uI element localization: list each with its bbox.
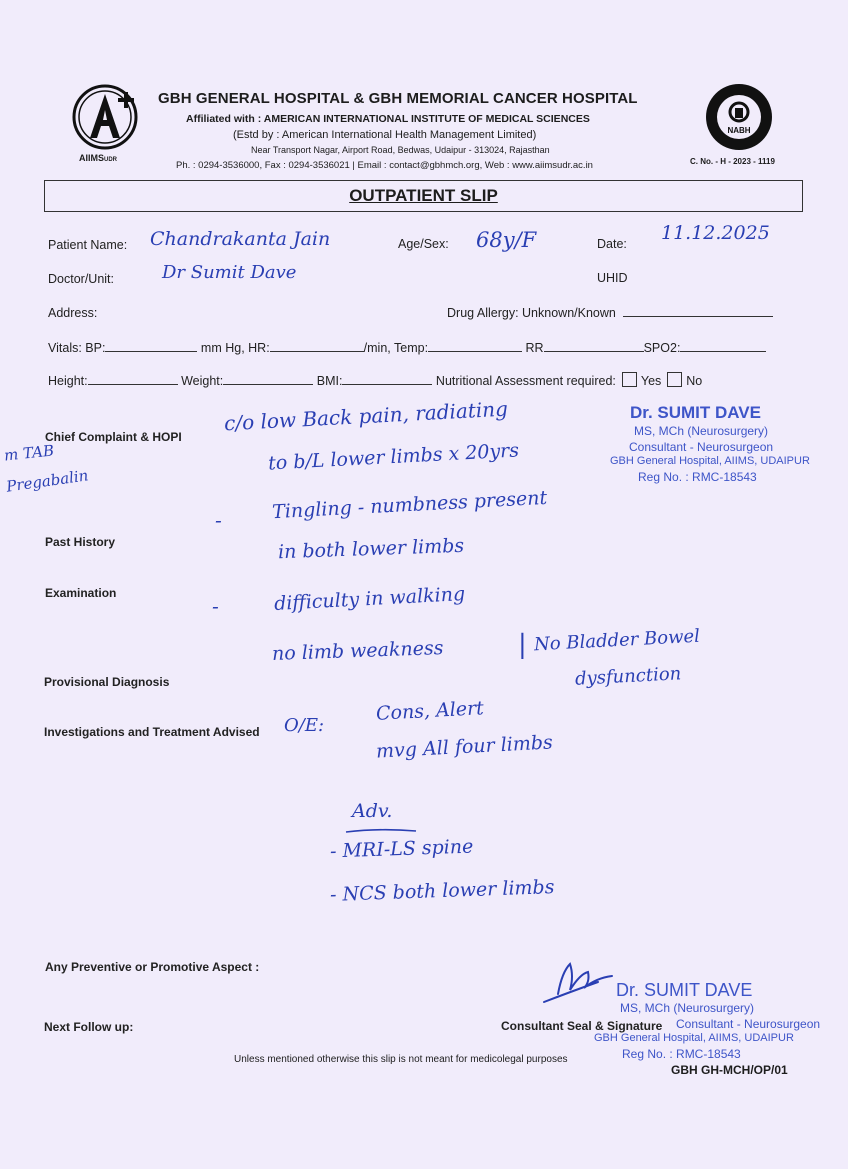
patient-name-label: Patient Name: <box>48 238 128 252</box>
advice-ncs: - NCS both lower limbs <box>329 876 555 906</box>
slip-title: OUTPATIENT SLIP <box>349 186 498 205</box>
chief-complaint-label: Chief Complaint & HOPI <box>45 430 182 444</box>
hospital-name: GBH GENERAL HOSPITAL & GBH MEMORIAL CANCER HOSPITAL <box>158 90 638 107</box>
nabh-seal-icon <box>704 82 774 152</box>
uhid-label: UHID <box>597 271 628 285</box>
stamp-bottom-role: Consultant - Neurosurgeon <box>676 1017 821 1031</box>
slip-title-box <box>44 180 803 212</box>
walking-line: difficulty in walking <box>273 583 466 615</box>
svg-text:NABH: NABH <box>727 126 751 135</box>
vitals-row: Vitals: BP: mm Hg, HR: /min, Temp: RR SPO2: <box>48 339 766 355</box>
provisional-diagnosis-label: Provisional Diagnosis <box>44 675 170 689</box>
exam-line-1: Cons, Alert <box>375 697 485 725</box>
stamp-top-hospital: GBH General Hospital, AIIMS, UDAIPUR <box>610 455 810 467</box>
temp-blank <box>428 339 522 352</box>
follow-up-label: Next Follow up: <box>44 1020 134 1034</box>
stamp-top-name: Dr. SUMIT DAVE <box>630 403 761 422</box>
established-by: (Estd by : American International Health Management Limited) <box>233 129 537 141</box>
margin-note-pregabalin: Pregabalin <box>5 466 90 496</box>
preventive-label: Any Preventive or Promotive Aspect : <box>45 960 260 974</box>
date-label: Date: <box>597 237 627 251</box>
dash-1: - <box>215 508 222 532</box>
form-code: GBH GH-MCH/OP/01 <box>671 1063 788 1077</box>
stamp-bottom-reg: Reg No. : RMC-18543 <box>622 1047 741 1061</box>
drug-allergy-label: Drug Allergy: Unknown/Known <box>447 304 773 320</box>
hospital-address: Near Transport Nagar, Airport Road, Bedwas, Udaipur - 313024, Rajasthan <box>251 145 550 155</box>
spo2-blank <box>680 339 766 352</box>
aiims-logo-icon <box>72 84 138 150</box>
hospital-contact: Ph. : 0294-3536000, Fax : 0294-3536021 | Email : contact@gbhmch.org, Web : www.aiimsudr.ac.in <box>176 160 593 171</box>
medicolegal-note: Unless mentioned otherwise this slip is not meant for medicolegal purposes <box>234 1054 568 1065</box>
weakness-line: no limb weakness <box>271 637 444 665</box>
age-sex-value: 68y/F <box>476 228 537 252</box>
exam-line-2: mvg All four limbs <box>375 731 554 763</box>
advice-heading: Adv. <box>352 800 393 822</box>
tingling-line-1: Tingling - numbness present <box>271 486 548 524</box>
stamp-top-degree: MS, MCh (Neurosurgery) <box>634 424 769 438</box>
dash-2: - <box>212 594 219 618</box>
date-value: 11.12.2025 <box>661 222 770 244</box>
age-sex-label: Age/Sex: <box>398 237 449 251</box>
hr-blank <box>270 339 364 352</box>
stamp-top-role: Consultant - Neurosurgeon <box>629 440 774 454</box>
bp-blank <box>105 339 197 352</box>
doctor-value: Dr Sumit Dave <box>162 262 297 283</box>
stamp-bottom-degree: MS, MCh (Neurosurgery) <box>620 1001 755 1015</box>
complaint-line-2: to b/L lower limbs x 20yrs <box>267 439 520 475</box>
address-label: Address: <box>48 306 98 320</box>
yes-checkbox[interactable] <box>622 372 637 387</box>
investigations-label: Investigations and Treatment Advised <box>44 725 260 739</box>
stamp-bottom-name: Dr. SUMIT DAVE <box>616 980 753 1000</box>
margin-note-tab: m TAB <box>3 441 55 465</box>
stamp-bottom-hospital: GBH General Hospital, AIIMS, UDAIPUR <box>594 1032 794 1044</box>
anthropometry-row: Height: Weight: BMI: Nutritional Assessment required: Yes No <box>48 374 703 388</box>
examination-label: Examination <box>45 586 117 600</box>
aiims-logo-text: AIIMSUDR <box>79 153 118 163</box>
oe-label: O/E: <box>284 715 325 736</box>
doctor-signature <box>540 958 618 1008</box>
separator-bar: | <box>518 630 527 660</box>
stamp-top-reg: Reg No. : RMC-18543 <box>638 470 757 484</box>
height-blank <box>88 372 178 385</box>
advice-mri: - MRI-LS spine <box>329 835 474 863</box>
bladder-line-1: No Bladder Bowel <box>533 625 701 656</box>
complaint-line-1: c/o low Back pain, radiating <box>223 396 509 436</box>
bladder-line-2: dysfunction <box>574 663 682 690</box>
doctor-label: Doctor/Unit: <box>48 272 114 286</box>
drug-allergy-blank <box>623 304 773 317</box>
weight-blank <box>223 372 313 385</box>
bmi-blank <box>342 372 432 385</box>
tingling-line-2: in both lower limbs <box>277 534 465 564</box>
certificate-number: C. No. - H - 2023 - 1119 <box>690 157 775 166</box>
seal-label: Consultant Seal & Signature <box>501 1019 663 1033</box>
rr-blank <box>544 339 644 352</box>
past-history-label: Past History <box>45 535 116 549</box>
no-checkbox[interactable] <box>667 372 682 387</box>
advice-underline <box>344 826 418 836</box>
patient-name-value: Chandrakanta Jain <box>150 228 331 250</box>
affiliation: Affiliated with : AMERICAN INTERNATIONAL INSTITUTE OF MEDICAL SCIENCES <box>186 113 590 125</box>
